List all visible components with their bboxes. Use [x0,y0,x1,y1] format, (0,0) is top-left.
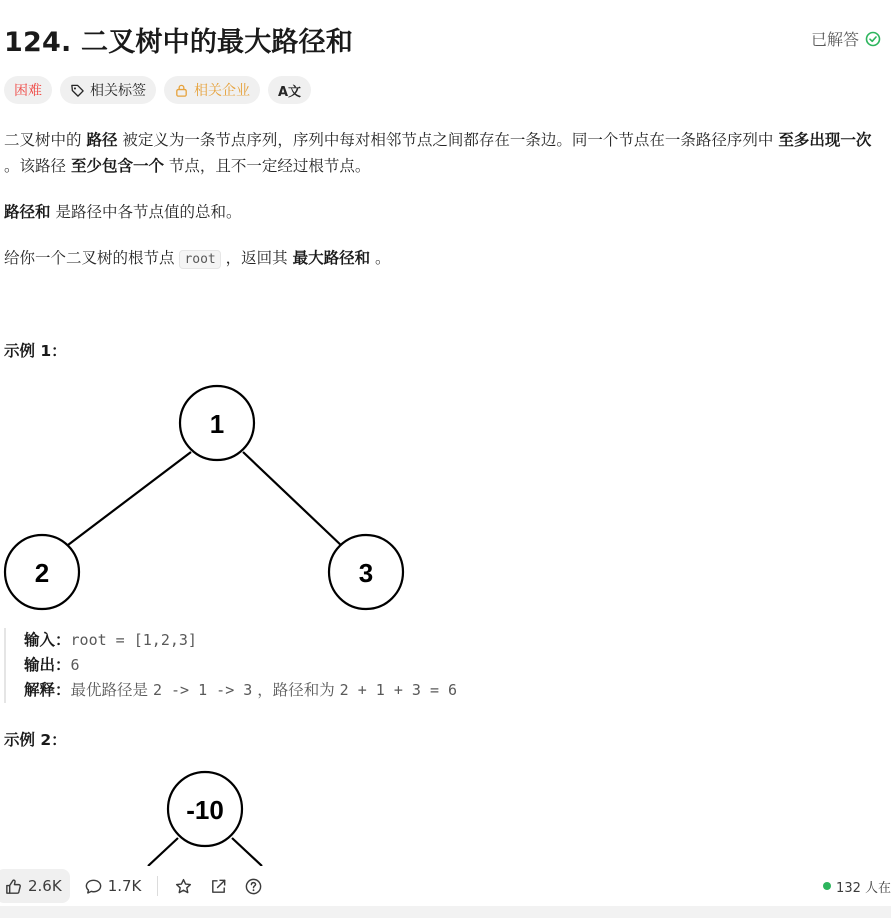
related-topics-label: 相关标签 [90,83,146,99]
related-companies-button[interactable] [164,76,260,104]
comment-count: 1.7K [107,877,142,895]
text: ，路径和为 [252,681,340,699]
online-users-indicator [823,866,891,906]
tree-node-label: 2 [34,558,50,588]
input-label: 输入： [24,631,71,649]
description-paragraph-2 [4,199,884,225]
text: 被定义为一条节点序列，序列中每对相邻节点之间都存在一条边。同一个节点在一条路径序列中 [117,131,779,149]
online-count: 132 人在 [836,880,891,896]
tree-edge [232,838,262,866]
tree-edge [243,452,344,548]
lock-icon [174,83,189,98]
related-companies-label: 相关企业 [194,83,250,99]
like-count: 2.6K [28,877,62,895]
input-value: root = [1,2,3] [70,631,197,649]
example-2-tree-diagram [0,766,420,866]
translate-button[interactable] [268,76,311,104]
favorite-button[interactable] [166,869,201,903]
tag-icon [70,83,85,98]
tag-row [4,76,311,104]
question-circle-icon [244,877,263,896]
example-2-title: 示例 2： [4,731,67,749]
help-button[interactable] [236,869,271,903]
code-text: 2 + 1 + 3 = 6 [339,681,458,699]
solved-status [811,27,881,50]
output-value: 6 [70,656,80,674]
text: 。 [370,249,391,267]
check-circle-icon [865,31,881,47]
footer-strip [0,906,891,918]
description-paragraph-1 [4,127,884,179]
comments-button[interactable] [76,869,150,903]
example-output-row [24,653,457,678]
bold-text: 最大路径和 [292,249,371,267]
tree-node-label: 1 [209,409,225,439]
difficulty-label: 困难 [14,83,42,99]
example-1-title: 示例 1： [4,342,67,360]
bold-text: 路径 [86,131,118,149]
bold-text: 至少包含一个 [70,157,164,175]
tree-node-label: -10 [186,795,224,825]
text: 节点，且不一定经过根节点。 [163,157,371,175]
tree-node-label: 3 [358,558,374,588]
text: 最优路径是 [70,681,153,699]
text: 给你一个二叉树的根节点 [4,249,180,267]
inline-code: root [179,250,220,269]
example-1-io-block [4,628,457,703]
like-button[interactable] [0,869,70,903]
translate-icon: A文 [278,84,302,100]
bottom-action-bar [0,866,891,906]
problem-title: 124. 二叉树中的最大路径和 [4,27,354,58]
output-label: 输出： [24,656,71,674]
bold-text: 至多出现一次 [778,131,872,149]
star-icon [174,877,193,896]
example-explain-row [24,678,457,703]
online-dot-icon [823,882,831,890]
tree-edge [148,838,178,866]
tree-edge [64,452,191,548]
example-1-tree-diagram [0,380,420,620]
text: 是路径中各节点值的总和。 [50,203,242,221]
divider [157,876,158,896]
example-input-row [24,628,457,653]
code-text: 2 -> 1 -> 3 [152,681,253,699]
solved-label: 已解答 [810,30,859,49]
text: 二叉树中的 [4,131,87,149]
difficulty-badge [4,76,52,104]
text: ，返回其 [220,249,293,267]
explain-label: 解释： [24,681,71,699]
thumbs-up-icon [4,877,23,896]
text: 。该路径 [4,157,71,175]
comment-icon [84,877,103,896]
related-topics-button[interactable] [60,76,156,104]
share-icon [209,877,228,896]
description-paragraph-3 [4,245,884,273]
bold-text: 路径和 [4,203,51,221]
share-button[interactable] [201,869,236,903]
